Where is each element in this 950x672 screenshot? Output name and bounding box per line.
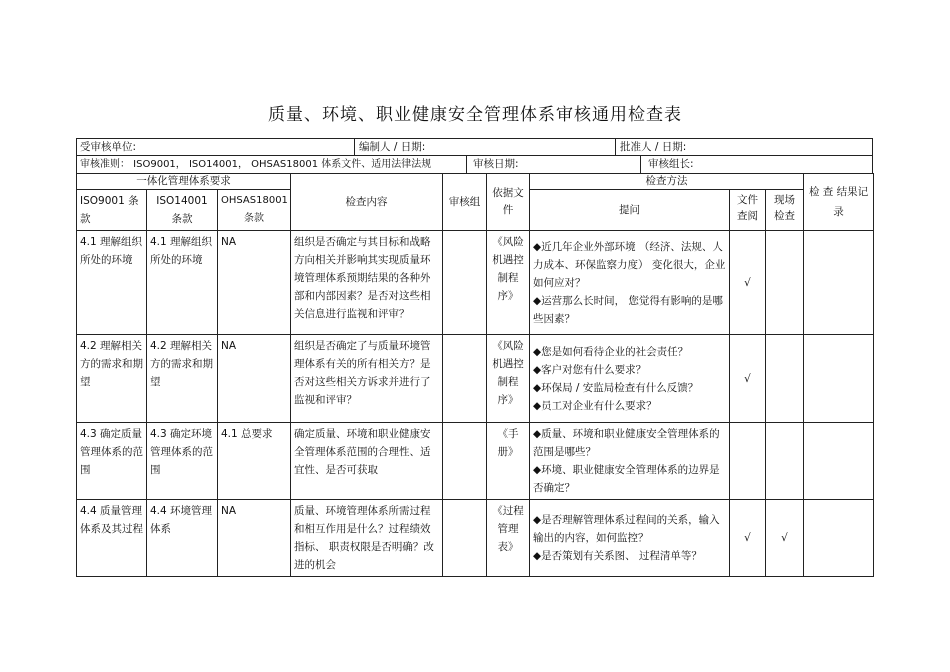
cell-group [443,335,487,423]
group-header: 一体化管理体系要求 [77,174,291,190]
table-row [77,231,874,335]
divider [354,138,355,156]
col-header-content: 检查内容 [291,174,443,231]
cell-site-check: √ [766,500,804,577]
col-header-iso9001: ISO9001 条款 [77,190,147,231]
audit-leader-label: 审核组长: [648,158,694,170]
cell-doc-check: √ [730,231,766,335]
cell-result [804,335,874,423]
cell-basis: 《风险机遇控制程序》 [487,231,530,335]
cell-basis: 《手册》 [487,423,530,500]
cell-iso9001: 4.1 理解组织所处的环境 [77,231,147,335]
col-header-doc: 文件查阅 [730,190,766,231]
cell-result [804,500,874,577]
cell-content: 组织是否确定了与质量环境管理体系有关的所有相关方？是否对这些相关方诉求并进行了监视和评审？ [291,335,443,423]
cell-iso14001: 4.3 确定环境管理体系的范围 [147,423,218,500]
cell-group [443,231,487,335]
cell-iso9001: 4.2 理解相关方的需求和期望 [77,335,147,423]
cell-group [443,500,487,577]
cell-site-check [766,231,804,335]
cell-iso14001: 4.2 理解相关方的需求和期望 [147,335,218,423]
divider [640,155,641,174]
table-row [77,335,874,423]
cell-basis: 《过程管理表》 [487,500,530,577]
cell-question: ◆您是如何看待企业的社会责任？ ◆客户对您有什么要求？ ◆环保局 / 安监局检查有什么反馈？ ◆员工对企业有什么要求？ [530,335,730,423]
cell-site-check [766,423,804,500]
cell-result [804,423,874,500]
table-row [77,423,874,500]
col-header-site: 现场检查 [766,190,804,231]
cell-ohsas: NA [218,500,291,577]
cell-site-check [766,335,804,423]
divider [466,155,467,174]
col-header-basis: 依据文件 [487,174,530,231]
col-header-result: 检 查 结果记录 [804,174,874,231]
header-row-1 [76,138,873,156]
table-row [77,500,874,577]
audit-criteria-label: 审核准则： ISO9001， ISO14001， OHSAS18001 体系文件、适用法律法规 [80,159,432,170]
audit-date-label: 审核日期: [473,158,519,170]
auditee-label: 受审核单位: [80,141,137,153]
cell-result [804,231,874,335]
cell-question: ◆近几年企业外部环境 （经济、法规、人力成本、环保监察力度） 变化很大，企业如何应对？ ◆运营那么长时间， 您觉得有影响的是哪些因素？ [530,231,730,335]
cell-question: ◆质量、环境和职业健康安全管理体系的范围是哪些？ ◆环境、职业健康安全管理体系的边界是否确定？ [530,423,730,500]
approved-by-label: 批准人 / 日期: [620,141,687,153]
checklist-table [76,173,874,577]
cell-question: ◆是否理解管理体系过程间的关系，输入输出的内容，如何监控？ ◆是否策划有关系图、 过程清单等？ [530,500,730,577]
cell-doc-check [730,423,766,500]
cell-doc-check: √ [730,500,766,577]
cell-ohsas: NA [218,335,291,423]
cell-ohsas: 4.1 总要求 [218,423,291,500]
divider [615,138,616,156]
cell-content: 质量、环境管理体系所需过程和相互作用是什么？过程绩效指标、 职责权限是否明确？改进的机会 [291,500,443,577]
cell-iso14001: 4.4 环境管理体系 [147,500,218,577]
cell-ohsas: NA [218,231,291,335]
prepared-by-label: 编制人 / 日期: [359,141,426,153]
cell-iso14001: 4.1 理解组织所处的环境 [147,231,218,335]
cell-basis: 《风险机遇控制程序》 [487,335,530,423]
cell-content: 确定质量、环境和职业健康安全管理体系范围的合理性、适宜性、是否可获取 [291,423,443,500]
cell-iso9001: 4.3 确定质量管理体系的范围 [77,423,147,500]
cell-iso9001: 4.4 质量管理体系及其过程 [77,500,147,577]
col-header-question: 提问 [530,190,730,231]
col-header-group: 审核组 [443,174,487,231]
col-header-iso14001: ISO14001 条款 [147,190,218,231]
page-title: 质量、环境、职业健康安全管理体系审核通用检查表 [268,105,682,125]
cell-doc-check: √ [730,335,766,423]
col-header-method: 检查方法 [530,174,804,190]
cell-group [443,423,487,500]
cell-content: 组织是否确定与其目标和战略方向相关并影响其实现质量环境管理体系预期结果的各种外部和内部因素？是否对这些相关信息进行监视和评审？ [291,231,443,335]
col-header-ohsas: OHSAS18001 条款 [218,190,291,231]
